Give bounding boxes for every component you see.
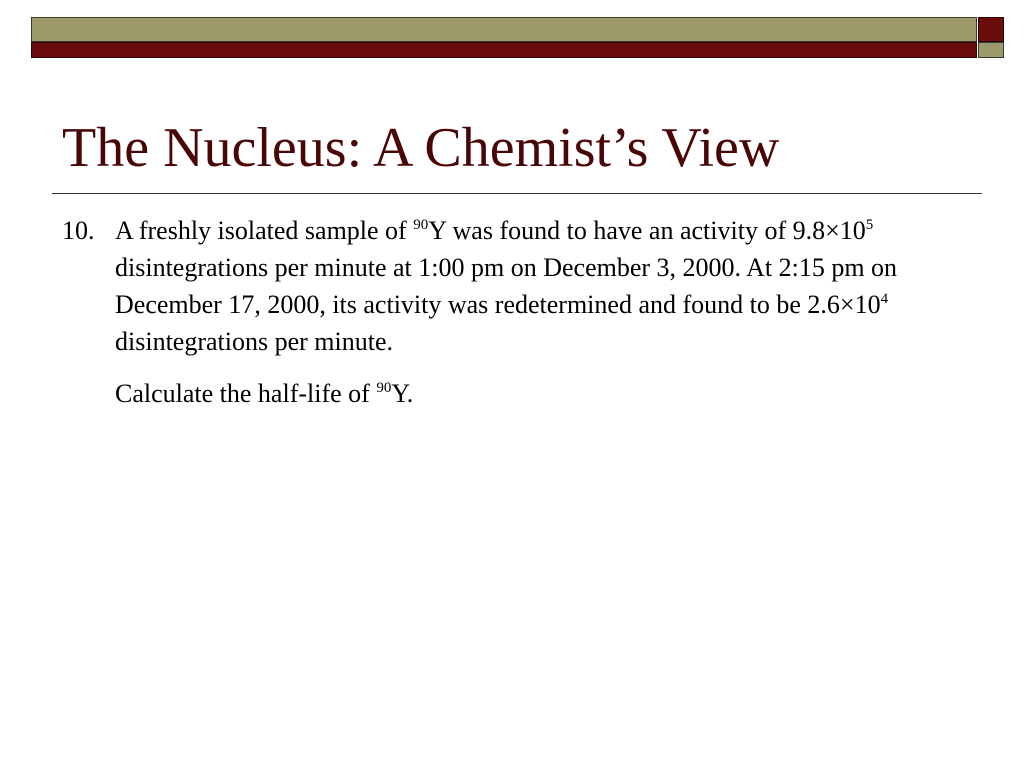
activity2-exponent: 4 [880, 291, 889, 307]
slide-body [62, 212, 952, 412]
slide-title: The Nucleus: A Chemist’s View [62, 117, 780, 179]
question-isotope-symbol: Y [391, 379, 407, 408]
question-isotope-mass: 90 [376, 380, 392, 396]
title-divider [52, 193, 982, 194]
statement-part: was found to have an activity of [446, 216, 793, 245]
header-bar-maroon [31, 42, 977, 58]
problem-number: 10. [62, 216, 95, 245]
question-part: . [406, 379, 414, 408]
problem-statement [115, 212, 952, 360]
problem-question [115, 375, 952, 412]
activity1-exponent: 5 [865, 217, 874, 233]
header-corner-maroon [978, 17, 1004, 42]
statement-part: disintegrations per minute at 1:00 pm on December 3, 2000. At 2:15 pm on December 17, 2000, its activity was redetermined and found to be [115, 253, 898, 319]
statement-part: A freshly isolated sample of [115, 216, 414, 245]
isotope-symbol: Y [428, 216, 447, 245]
question-part: Calculate the half-life of [115, 379, 377, 408]
activity2-mantissa: 2.6×10 [807, 290, 881, 319]
problem-text [115, 212, 952, 412]
header-bar-olive [31, 17, 977, 42]
statement-part: disintegrations per minute. [115, 327, 394, 356]
header-corner-olive [978, 42, 1004, 58]
problem-item [62, 212, 952, 412]
isotope-mass-number: 90 [413, 217, 429, 233]
activity1-mantissa: 9.8×10 [792, 216, 866, 245]
